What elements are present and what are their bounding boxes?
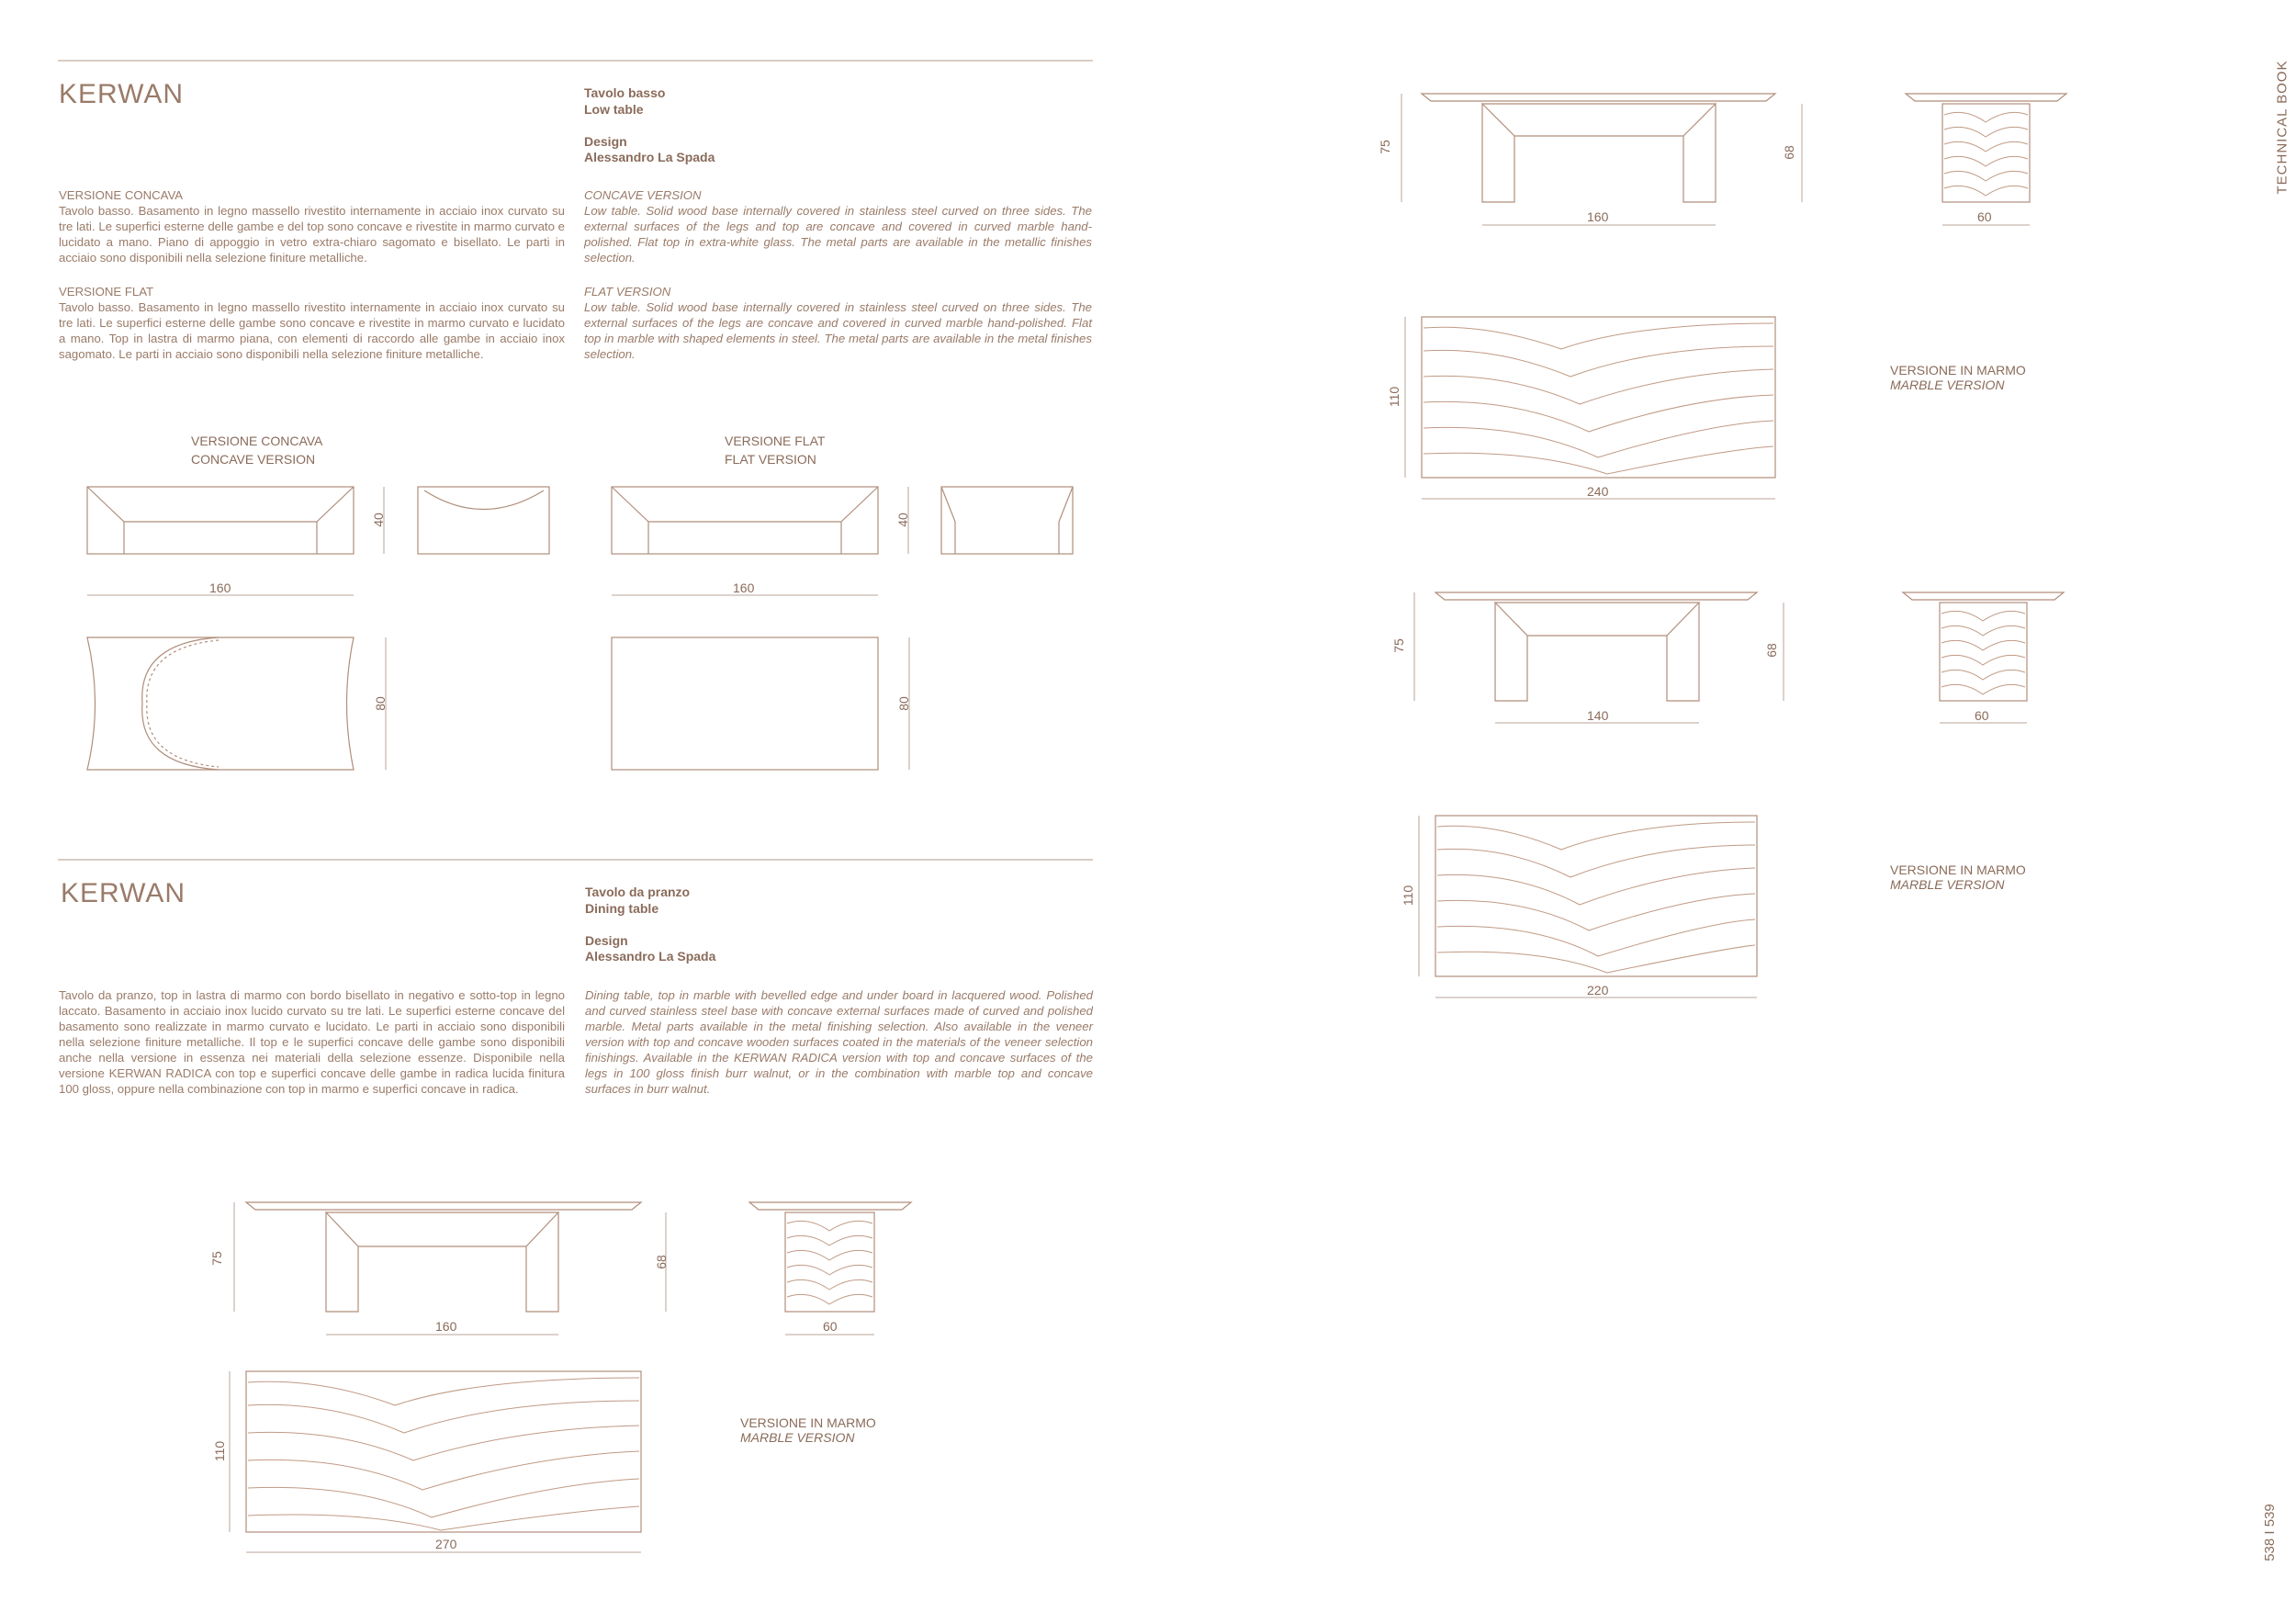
set1-marble-label-it: VERSIONE IN MARMO bbox=[1890, 363, 2026, 378]
dim-set2-side-width: 60 bbox=[1975, 708, 1989, 723]
low-table-designer: Alessandro La Spada bbox=[584, 150, 715, 164]
low-table-design-label: Design bbox=[584, 134, 627, 149]
dining-text-en: Dining table, top in marble with bevelled edge and under board in lacquered wood. Polished and curved stainless steel base with concave external surfaces made of curved and polished marble. Metal parts available in the metal finishing selection. Also available in the veneer version with top and concave wooden surfaces coated in the materials of the veneer selection finishings. Available in the KERWAN RADICA version with top and concave surfaces of the legs in 100 gloss finish burr walnut, or in the combination with marble top and concave surfaces in burr walnut. bbox=[585, 988, 1093, 1096]
dim-set2-height: 75 bbox=[1390, 638, 1406, 653]
set2-top-view bbox=[1419, 816, 1757, 997]
set2-marble-label-it: VERSIONE IN MARMO bbox=[1890, 862, 2026, 877]
dim-set2-width: 140 bbox=[1587, 708, 1609, 723]
dim-flat-height: 40 bbox=[895, 513, 910, 527]
dining-table-title: KERWAN bbox=[61, 878, 186, 908]
flat-text-en: Low table. Solid wood base internally covered in stainless steel curved on three sides. The external surfaces of the legs are concave and covered in curved marble hand-polished. Flat top in marble with shaped elements in steel. The metal parts are available in the metal finishes selection. bbox=[584, 300, 1092, 361]
dim-set1-depth: 110 bbox=[1387, 386, 1402, 408]
dim-dining-width: 160 bbox=[435, 1319, 457, 1334]
dim-dining-depth: 110 bbox=[212, 1440, 228, 1462]
set1-side-view bbox=[1906, 94, 2066, 225]
dining-table-type-it: Tavolo da pranzo bbox=[585, 885, 691, 899]
dim-flat-depth: 80 bbox=[895, 696, 911, 711]
low-table-type-it: Tavolo basso bbox=[584, 85, 666, 100]
low-table-type-en: Low table bbox=[584, 102, 644, 117]
dim-set1-height: 75 bbox=[1377, 140, 1392, 154]
dining-table-type-en: Dining table bbox=[585, 901, 659, 916]
technical-book-label: TECHNICAL BOOK bbox=[2274, 60, 2290, 195]
concave-text-it: Tavolo basso. Basamento in legno massello rivestito internamente in acciaio inox curvato su tre lati. Le superfici esterne delle gambe e del top sono concave e rivestite in marmo curvato e lucidato a mano. Piano di appoggio in vetro extra-chiaro sagomato e bisellato. Le parti in acciaio sono disponibili nella selezione finiture metalliche. bbox=[59, 204, 565, 265]
dim-set2-base-height: 68 bbox=[1763, 643, 1779, 658]
set2-side-view bbox=[1903, 592, 2064, 723]
flat-heading-it: VERSIONE FLAT bbox=[59, 285, 154, 299]
drawing-concave-label-en: CONCAVE VERSION bbox=[191, 452, 316, 467]
dim-dining-base-height: 68 bbox=[653, 1255, 669, 1269]
page-numbers: 538 I 539 bbox=[2261, 1504, 2278, 1561]
dim-concave-width: 160 bbox=[209, 580, 231, 595]
low-table-title: KERWAN bbox=[59, 79, 185, 109]
dim-flat-width: 160 bbox=[733, 580, 755, 595]
flat-text-it: Tavolo basso. Basamento in legno massello rivestito internamente in acciaio inox curvato su tre lati. Le superfici esterne delle gambe sono concave e rivestite in marmo curvato e lucidato a mano. Top in lastra di marmo piana, con elementi di raccordo alle gambe in acciaio inox sagomato. Le parti in acciaio sono disponibili nella selezione finiture metalliche. bbox=[59, 300, 565, 361]
dim-set1-top-length: 240 bbox=[1587, 484, 1609, 499]
drawing-concave-label-it: VERSIONE CONCAVA bbox=[191, 434, 323, 448]
drawing-flat-label-it: VERSIONE FLAT bbox=[725, 434, 826, 448]
dining-marble-label-en: MARBLE VERSION bbox=[740, 1430, 855, 1445]
flat-heading-en: FLAT VERSION bbox=[584, 285, 671, 299]
concave-text-en: Low table. Solid wood base internally covered in stainless steel curved on three sides. The external surfaces of the legs and top are concave and covered in curved marble hand-polished. Flat top in extra-white glass. The metal parts are available in the metallic finishes selection. bbox=[584, 204, 1092, 265]
set2-marble-label-en: MARBLE VERSION bbox=[1890, 877, 2005, 892]
concave-heading-it: VERSIONE CONCAVA bbox=[59, 188, 184, 202]
dim-dining-side-width: 60 bbox=[823, 1319, 838, 1334]
dim-concave-height: 40 bbox=[370, 513, 386, 527]
dining-marble-label-it: VERSIONE IN MARMO bbox=[740, 1415, 876, 1430]
dining-text-it: Tavolo da pranzo, top in lastra di marmo con bordo bisellato in negativo e sotto-top in legno laccato. Basamento in acciaio inox lucido curvato su tre lati. Le superfici esterne concave del basamento sono realizzate in marmo curvato e lucidato. Le parti in acciaio sono disponibili nella selezione finiture metalliche. Il top e le superfici concave delle gambe sono disponibili anche nella versione in essenza nei materiali della selezione essenze. Disponibile nella versione KERWAN RADICA con top e superfici concave delle gambe in radica lucida finitura 100 gloss, oppure nella combinazione con top in marmo e superfici concave in radica. bbox=[59, 988, 565, 1096]
dim-set1-side-width: 60 bbox=[1977, 209, 1992, 224]
drawing-flat-label-en: FLAT VERSION bbox=[725, 452, 816, 467]
dining-table-design-label: Design bbox=[585, 933, 628, 948]
dim-dining-top-length: 270 bbox=[435, 1537, 457, 1551]
dim-set1-width: 160 bbox=[1587, 209, 1609, 224]
set1-top-view bbox=[1405, 317, 1775, 499]
set1-front-view bbox=[1401, 94, 1802, 225]
dim-set1-base-height: 68 bbox=[1781, 145, 1796, 160]
dim-concave-depth: 80 bbox=[372, 696, 388, 711]
dining-table-designer: Alessandro La Spada bbox=[585, 949, 716, 964]
dim-dining-height: 75 bbox=[208, 1251, 224, 1266]
set2-front-view bbox=[1414, 592, 1784, 723]
dim-set2-depth: 110 bbox=[1401, 885, 1416, 907]
concave-heading-en: CONCAVE VERSION bbox=[584, 188, 702, 202]
dim-set2-top-length: 220 bbox=[1587, 983, 1609, 997]
set1-marble-label-en: MARBLE VERSION bbox=[1890, 378, 2005, 392]
